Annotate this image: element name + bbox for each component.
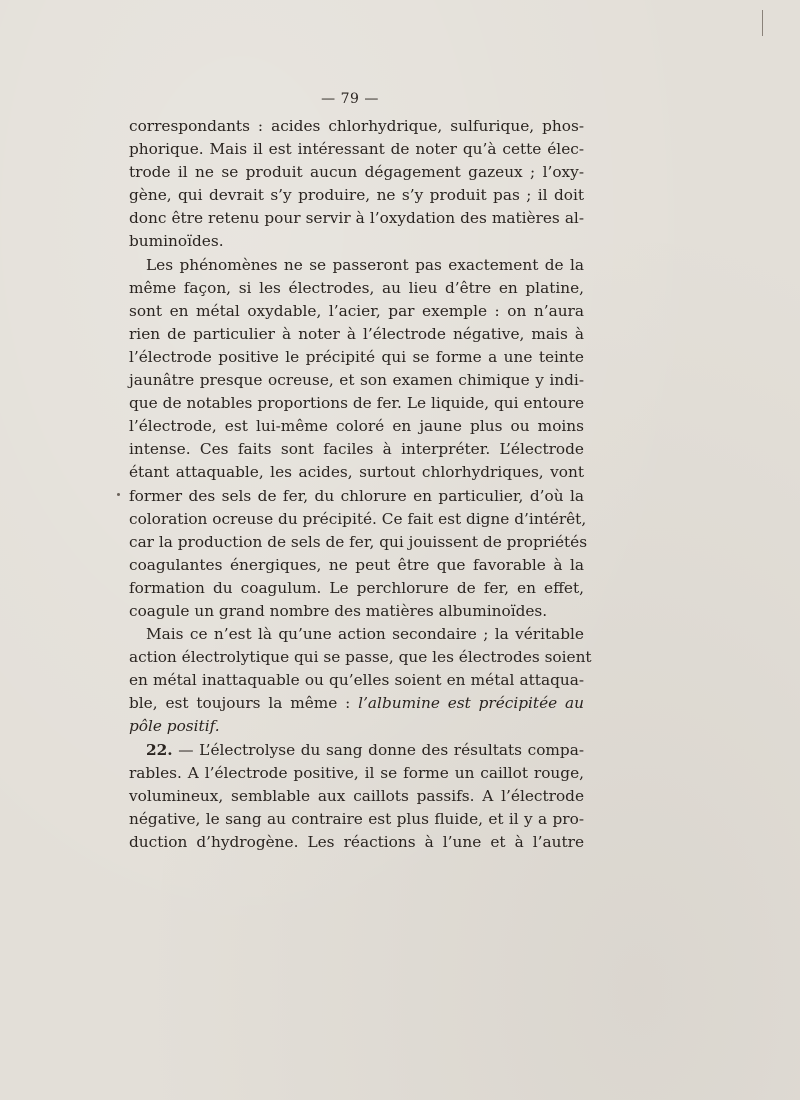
text-line: coloration ocreuse du précipité. Ce fait est digne d’intérêt, xyxy=(129,509,587,528)
text-run: ble, est toujours la même : xyxy=(129,694,359,713)
text-line-mixed xyxy=(129,692,584,715)
text-line: phorique. Mais il est intéressant de noter qu’à cette élec- xyxy=(129,140,584,159)
text-line: action électrolytique qui se passe, que les électrodes soient xyxy=(129,648,592,667)
text-line: en métal inattaquable ou qu’elles soient en métal attaqua- xyxy=(129,671,584,690)
section-line xyxy=(129,739,584,762)
text-line: négative, le sang au contraire est plus fluide, et il y a pro- xyxy=(129,809,584,828)
text-line: l’électrode, est lui-même coloré en jaune plus ou moins xyxy=(129,417,584,436)
text-line: rables. A l’électrode positive, il se forme un caillot rouge, xyxy=(129,763,584,782)
margin-dot xyxy=(117,493,120,496)
text-line: que de notables proportions de fer. Le liquide, qui entoure xyxy=(129,394,584,413)
text-line: correspondants : acides chlorhydrique, sulfurique, phos- xyxy=(129,117,584,135)
text-line: sont en métal oxydable, l’acier, par exemple : on n’aura xyxy=(129,301,584,320)
text-line: donc être retenu pour servir à l’oxydation des matières al- xyxy=(129,209,584,228)
text-line: formation du coagulum. Le perchlorure de fer, en effet, xyxy=(129,578,584,597)
text-line: volumineux, semblable aux caillots passifs. A l’électrode xyxy=(129,786,584,805)
text-line: même façon, si les électrodes, au lieu d’être en platine, xyxy=(129,278,584,297)
emphasis-text: l’albumine est précipitée au xyxy=(358,694,584,713)
text-line: coagule un grand nombre des matières albuminoïdes. xyxy=(129,601,548,620)
body-text xyxy=(129,115,592,854)
page-number: — 79 — xyxy=(321,91,379,107)
section-number: 22. xyxy=(146,740,173,759)
text-line: rien de particulier à noter à l’électrode négative, mais à xyxy=(129,324,584,343)
text-line: jaunâtre presque ocreuse, et son examen chimique y indi- xyxy=(129,371,584,390)
text-line: Les phénomènes ne se passeront pas exactement de la xyxy=(146,255,584,274)
text-line: trode il ne se produit aucun dégagement gazeux ; l’oxy- xyxy=(129,163,584,182)
text-line: gène, qui devrait s’y produire, ne s’y produit pas ; il doit xyxy=(129,186,584,205)
text-line: former des sels de fer, du chlorure en particulier, d’où la xyxy=(129,486,584,505)
text-line: buminoïdes. xyxy=(129,232,224,251)
text-run: — L’électrolyse du sang donne des résultats compa- xyxy=(172,740,584,759)
text-line: étant attaquable, les acides, surtout chlorhydriques, vont xyxy=(129,463,584,482)
page-edge-mark xyxy=(762,10,763,36)
text-line: coagulantes énergiques, ne peut être que favorable à la xyxy=(129,555,584,574)
text-line: car la production de sels de fer, qui jouissent de propriétés xyxy=(129,532,588,551)
text-line: Mais ce n’est là qu’une action secondaire ; la véritable xyxy=(146,625,584,644)
text-line: intense. Ces faits sont faciles à interpréter. L’électrode xyxy=(129,440,584,459)
text-line: l’électrode positive le précipité qui se forme a une teinte xyxy=(129,347,584,366)
emphasis-text: pôle positif. xyxy=(129,717,220,736)
text-line: duction d’hydrogène. Les réactions à l’une et à l’autre xyxy=(129,832,584,851)
